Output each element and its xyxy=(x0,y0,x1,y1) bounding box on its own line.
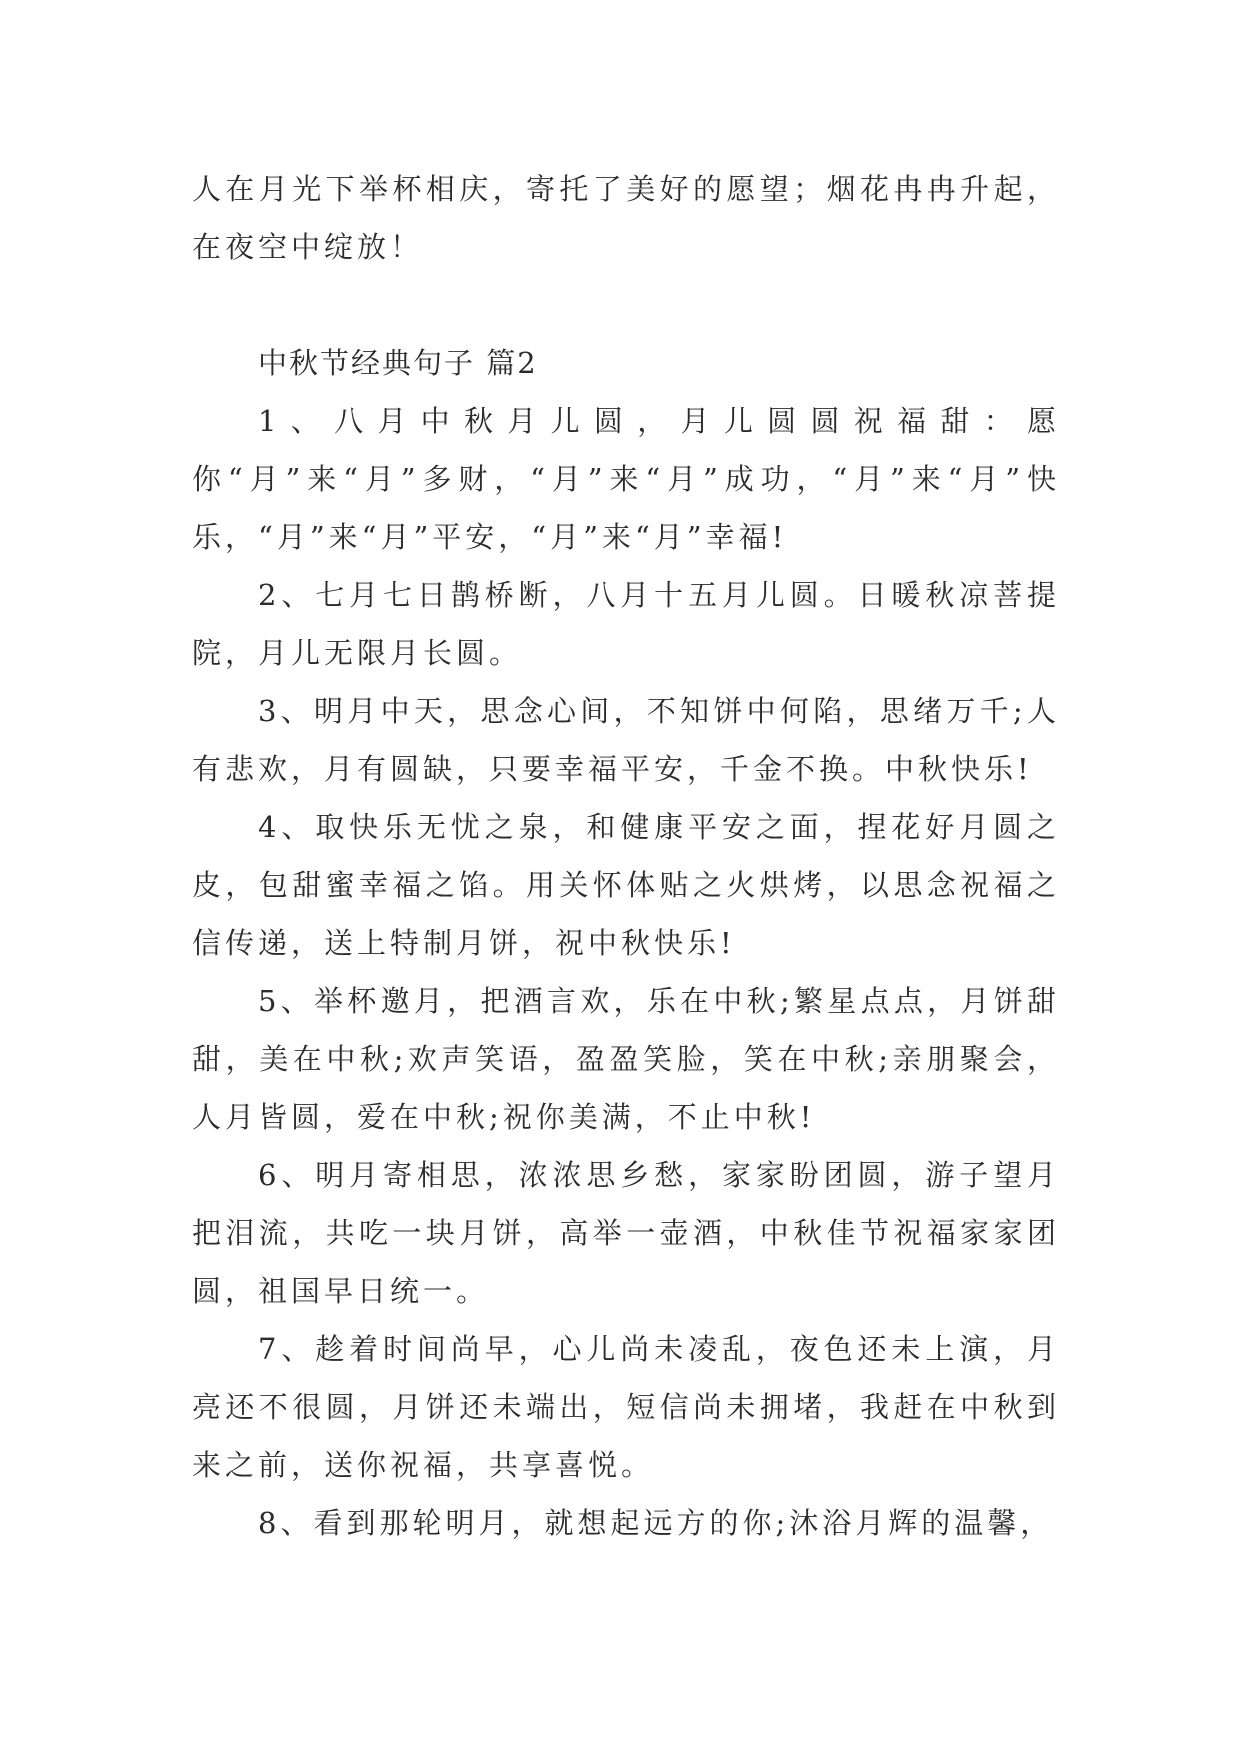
list-item: 2、七月七日鹊桥断，八月十五月儿圆。日暖秋凉菩提院，月儿无限月长圆。 xyxy=(192,578,1060,670)
section-block xyxy=(192,334,1060,1552)
list-item: 5、举杯邀月，把酒言欢，乐在中秋;繁星点点，月饼甜甜，美在中秋;欢声笑语，盈盈笑脸，笑在中秋;亲朋聚会，人月皆圆，爱在中秋;祝你美满，不止中秋! xyxy=(192,984,1060,1134)
list-item: 4、取快乐无忧之泉，和健康平安之面，捏花好月圆之皮，包甜蜜幸福之馅。用关怀体贴之火烘烤，以思念祝福之信传递，送上特制月饼，祝中秋快乐! xyxy=(192,810,1060,960)
list-item: 8、看到那轮明月，就想起远方的你;沐浴月辉的温馨， xyxy=(258,1506,1054,1540)
continued-paragraph: 人在月光下举杯相庆，寄托了美好的愿望；烟花冉冉升起，在夜空中绽放！ xyxy=(192,172,1060,264)
list-item: 7、趁着时间尚早，心儿尚未凌乱，夜色还未上演，月亮还不很圆，月饼还未端出，短信尚未拥堵，我赶在中秋到来之前，送你祝福，共享喜悦。 xyxy=(192,1332,1060,1482)
section-title: 中秋节经典句子 篇2 xyxy=(258,346,538,380)
list-item: 3、明月中天，思念心间，不知饼中何陷，思绪万千;人有悲欢，月有圆缺，只要幸福平安，千金不换。中秋快乐! xyxy=(192,694,1060,786)
continued-text-block xyxy=(192,160,1060,276)
list-item: 6、明月寄相思，浓浓思乡愁，家家盼团圆，游子望月把泪流，共吃一块月饼，高举一壶酒，中秋佳节祝福家家团圆，祖国早日统一。 xyxy=(192,1158,1060,1308)
list-item: 1、八月中秋月儿圆，月儿圆圆祝福甜：愿你“月”来“月”多财，“月”来“月”成功，“月”来“月”快乐，“月”来“月”平安，“月”来“月”幸福! xyxy=(192,404,1060,554)
